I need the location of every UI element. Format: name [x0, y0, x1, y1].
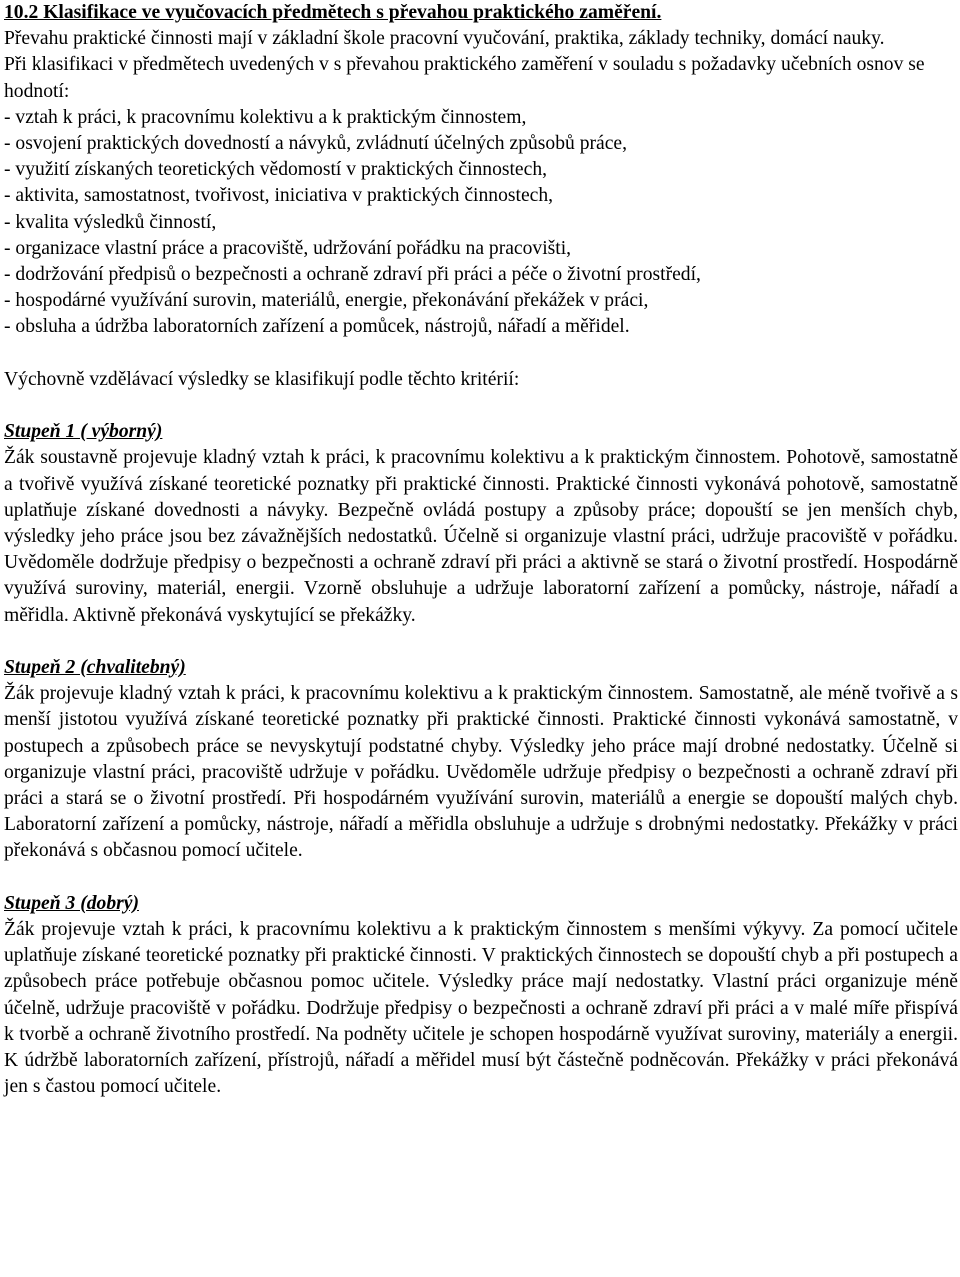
results-intro: Výchovně vzdělávací výsledky se klasifikují podle těchto kritérií:	[4, 368, 520, 390]
criteria-item: - aktivita, samostatnost, tvořivost, iniciativa v praktických činnostech,	[4, 185, 554, 207]
spacer	[4, 629, 958, 655]
grade-3-title: Stupeň 3 (dobrý)	[4, 892, 139, 914]
spacer	[4, 341, 958, 367]
criteria-list	[4, 105, 958, 341]
criteria-intro: Při klasifikaci v předmětech uvedených v s převahou praktického zaměření v souladu s požadavky učebních osnov se hodnotí:	[4, 54, 925, 102]
criteria-item: - hospodárné využívání surovin, materiálů, energie, překonávání překážek v práci,	[4, 290, 649, 312]
criteria-item: - vztah k práci, k pracovnímu kolektivu a k praktickým činnostem,	[4, 106, 527, 128]
grade-2-text: Žák projevuje kladný vztah k práci, k pracovnímu kolektivu a k praktickým činnostem. Samostatně, ale méně tvořivě a s menší jistotou využívá získané teoretické poznatky při praktické činnosti. Praktické činnosti vykonává samostatně, v postupech a způsobech práce se nevyskytují podstatné chyby. Výsledky jeho práce mají drobné nedostatky. Účelně si organizuje vlastní práci, pracoviště udržuje v pořádku. Uvědoměle udržuje předpisy o bezpečnosti a ochraně zdraví při práci a stará se o životní prostředí. Při hospodárném využívání surovin, materiálů a energie se dopouští malých chyb. Laboratorní zařízení a pomůcky, nástroje, nářadí a měřidla obsluhuje a udržuje s drobnými nedostatky. Překážky v práci překonává s občasnou pomocí učitele.	[4, 683, 958, 862]
grade-3-text: Žák projevuje vztah k práci, k pracovnímu kolektivu a k praktickým činnostem s menšími výkyvy. Za pomocí učitele uplatňuje získané teoretické poznatky při praktické činnosti. V praktických činnostech se dopouští chyb a při postupech a způsobech práce potřebuje občasnou pomoc učitele. Výsledky práce mají nedostatky. Vlastní práci organizuje méně účelně, udržuje pracoviště v pořádku. Dodržuje předpisy o bezpečnosti a ochraně zdraví při práci a v malé míře přispívá k tvorbě a ochraně životního prostředí. Na podněty učitele je schopen hospodárně využívat suroviny, materiály a energii. K údržbě laboratorních zařízení, přístrojů, nářadí a měřidel musí být částečně podněcován. Překážky v práci překonává jen s častou pomocí učitele.	[4, 919, 958, 1098]
section-heading: 10.2 Klasifikace ve vyučovacích předmětech s převahou praktického zaměření.	[4, 2, 662, 23]
criteria-item: - osvojení praktických dovedností a návyků, zvládnutí účelných způsobů práce,	[4, 133, 628, 155]
criteria-item: - organizace vlastní práce a pracoviště, udržování pořádku na pracovišti,	[4, 237, 572, 259]
grade-1-text: Žák soustavně projevuje kladný vztah k práci, k pracovnímu kolektivu a k praktickým činnostem. Pohotově, samostatně a tvořivě využívá získané teoretické poznatky při praktické činnosti. Praktické činnosti vykonává pohotově, samostatně uplatňuje získané dovednosti a návyky. Bezpečně ovládá postupy a způsoby práce; dopouští se jen menších chyb, výsledky jeho práce jsou bez závažnějších nedostatků. Účelně si organizuje vlastní práci, udržuje pracoviště v pořádku. Uvědoměle dodržuje předpisy o bezpečnosti a ochraně zdraví při práci a aktivně se stará o životní prostředí. Hospodárně využívá suroviny, materiál, energii. Vzorně obsluhuje a udržuje laboratorní zařízení a pomůcky, nástroje, nářadí a měřidla. Aktivně překonává vyskytující se překážky.	[4, 447, 958, 626]
intro-text: Převahu praktické činnosti mají v základní škole pracovní vyučování, praktika, základy techniky, domácí nauky.	[4, 28, 885, 50]
grade-2-title: Stupeň 2 (chvalitebný)	[4, 657, 186, 679]
criteria-item: - dodržování předpisů o bezpečnosti a ochraně zdraví při práci a péče o životní prostředí,	[4, 264, 701, 286]
spacer	[4, 393, 958, 419]
criteria-item: - kvalita výsledků činností,	[4, 211, 217, 233]
grade-1-title: Stupeň 1 ( výborný)	[4, 421, 163, 443]
criteria-item: - využití získaných teoretických vědomostí v praktických činnostech,	[4, 159, 548, 181]
spacer	[4, 865, 958, 891]
criteria-item: - obsluha a údržba laboratorních zařízení a pomůcek, nástrojů, nářadí a měřidel.	[4, 316, 630, 338]
document-page	[4, 0, 958, 1100]
